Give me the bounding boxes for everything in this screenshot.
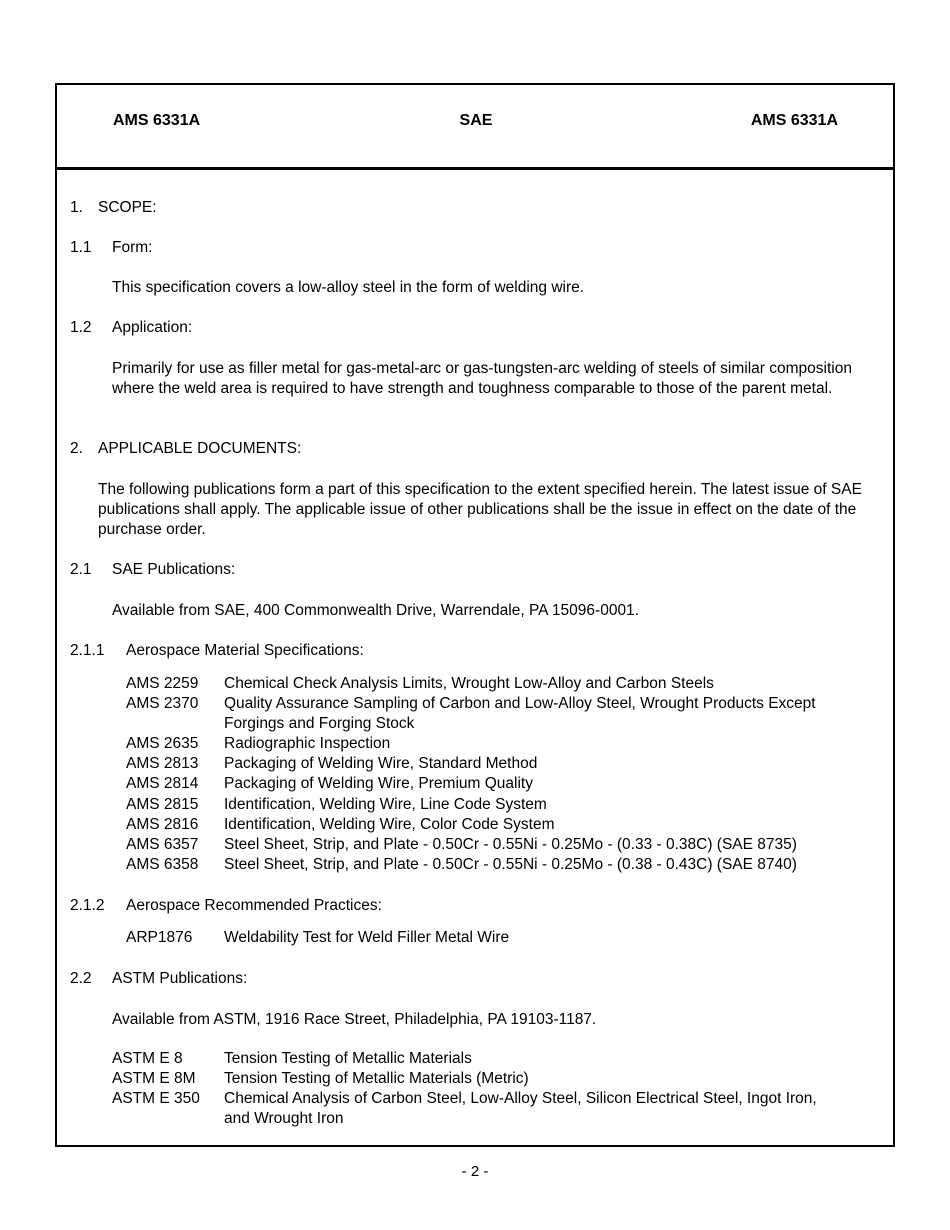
section-1-number: 1. — [70, 199, 83, 216]
header-doc-id-left: AMS 6331A — [113, 112, 201, 129]
section-1-1-number: 1.1 — [70, 239, 92, 256]
ref-code: AMS 6358 — [126, 855, 199, 873]
ref-title: Chemical Analysis of Carbon Steel, Low-Alloy Steel, Silicon Electrical Steel, Ingot Iron, and Wrought Iron — [224, 1090, 817, 1128]
section-2-1-title: SAE Publications: — [112, 561, 236, 578]
ref-code: AMS 2635 — [126, 735, 199, 753]
arp-list — [126, 928, 866, 948]
ref-title: Steel Sheet, Strip, and Plate - 0.50Cr - 0.55Ni - 0.25Mo - (0.33 - 0.38C) (SAE 8735) — [224, 835, 797, 853]
section-2-2-title: ASTM Publications: — [112, 970, 248, 987]
ref-code: AMS 2259 — [126, 675, 199, 692]
section-1-2-title: Application: — [112, 319, 193, 336]
list-item — [126, 928, 866, 948]
astm-list — [112, 1049, 852, 1129]
list-item — [126, 815, 866, 835]
ref-code: ASTM E 8 — [112, 1050, 183, 1067]
section-1-title: SCOPE: — [98, 199, 157, 216]
header-doc-id-right: AMS 6331A — [750, 112, 838, 129]
list-item — [126, 754, 866, 774]
section-2-1-body: Available from SAE, 400 Commonwealth Drive, Warrendale, PA 15096-0001. — [112, 602, 639, 619]
list-item — [126, 855, 866, 875]
section-1-1-title: Form: — [112, 239, 153, 256]
ref-title: Packaging of Welding Wire, Standard Method — [224, 755, 538, 773]
list-item — [126, 795, 866, 815]
ref-code: ASTM E 350 — [112, 1090, 200, 1108]
section-2-title: APPLICABLE DOCUMENTS: — [98, 440, 302, 457]
ref-title: Steel Sheet, Strip, and Plate - 0.50Cr - 0.55Ni - 0.25Mo - (0.38 - 0.43C) (SAE 8740) — [224, 855, 797, 873]
list-item — [112, 1089, 852, 1129]
section-2-1-number: 2.1 — [70, 561, 92, 578]
ref-title: Chemical Check Analysis Limits, Wrought Low-Alloy and Carbon Steels — [224, 675, 714, 692]
ams-list — [126, 674, 866, 875]
section-2-1-2-number: 2.1.2 — [70, 897, 105, 914]
ref-title: Tension Testing of Metallic Materials — [224, 1050, 472, 1067]
list-item — [126, 835, 866, 855]
list-item — [112, 1049, 852, 1069]
section-2-1-1-number: 2.1.1 — [70, 642, 105, 659]
list-item — [112, 1069, 852, 1089]
ref-title: Packaging of Welding Wire, Premium Quality — [224, 775, 533, 793]
section-1-1-body: This specification covers a low-alloy steel in the form of welding wire. — [112, 279, 585, 296]
ref-title: Radiographic Inspection — [224, 735, 391, 753]
ref-title: Weldability Test for Weld Filler Metal Wire — [224, 929, 510, 946]
section-2-1-2-title: Aerospace Recommended Practices: — [126, 897, 382, 914]
list-item — [126, 674, 866, 694]
ref-title: Identification, Welding Wire, Color Code System — [224, 815, 555, 833]
ref-title: Identification, Welding Wire, Line Code System — [224, 795, 547, 813]
list-item — [126, 694, 866, 734]
ref-code: ASTM E 8M — [112, 1070, 196, 1088]
ref-code: AMS 2816 — [126, 815, 199, 833]
list-item — [126, 734, 866, 754]
page-header — [57, 85, 893, 170]
ref-code: AMS 2370 — [126, 695, 199, 713]
ref-title: Quality Assurance Sampling of Carbon and Low-Alloy Steel, Wrought Products Except Forgings and Forging Stock — [224, 695, 816, 733]
ref-code: AMS 2815 — [126, 795, 199, 813]
section-2-2-number: 2.2 — [70, 970, 92, 987]
ref-title: Tension Testing of Metallic Materials (Metric) — [224, 1070, 529, 1088]
header-org: SAE — [459, 112, 493, 129]
ref-code: AMS 2813 — [126, 755, 199, 773]
list-item — [126, 774, 866, 794]
section-1-2-number: 1.2 — [70, 319, 92, 336]
section-2-1-1-title: Aerospace Material Specifications: — [126, 642, 364, 659]
section-2-number: 2. — [70, 440, 83, 457]
ref-code: AMS 2814 — [126, 775, 199, 793]
ref-code: ARP1876 — [126, 929, 193, 946]
ref-code: AMS 6357 — [126, 835, 199, 853]
section-1-2-body: Primarily for use as filler metal for gas-metal-arc or gas-tungsten-arc welding of steels of similar composition where the weld area is required to have strength and toughness comparable to those of the parent metal. — [112, 360, 852, 398]
page-number: - 2 - — [461, 1163, 489, 1180]
section-2-body: The following publications form a part of this specification to the extent specified herein. The latest issue of SAE publications shall apply. The applicable issue of other publications shall be the issue in effect on the date of the purchase order. — [98, 481, 862, 539]
section-2-2-body: Available from ASTM, 1916 Race Street, Philadelphia, PA 19103-1187. — [112, 1011, 597, 1028]
